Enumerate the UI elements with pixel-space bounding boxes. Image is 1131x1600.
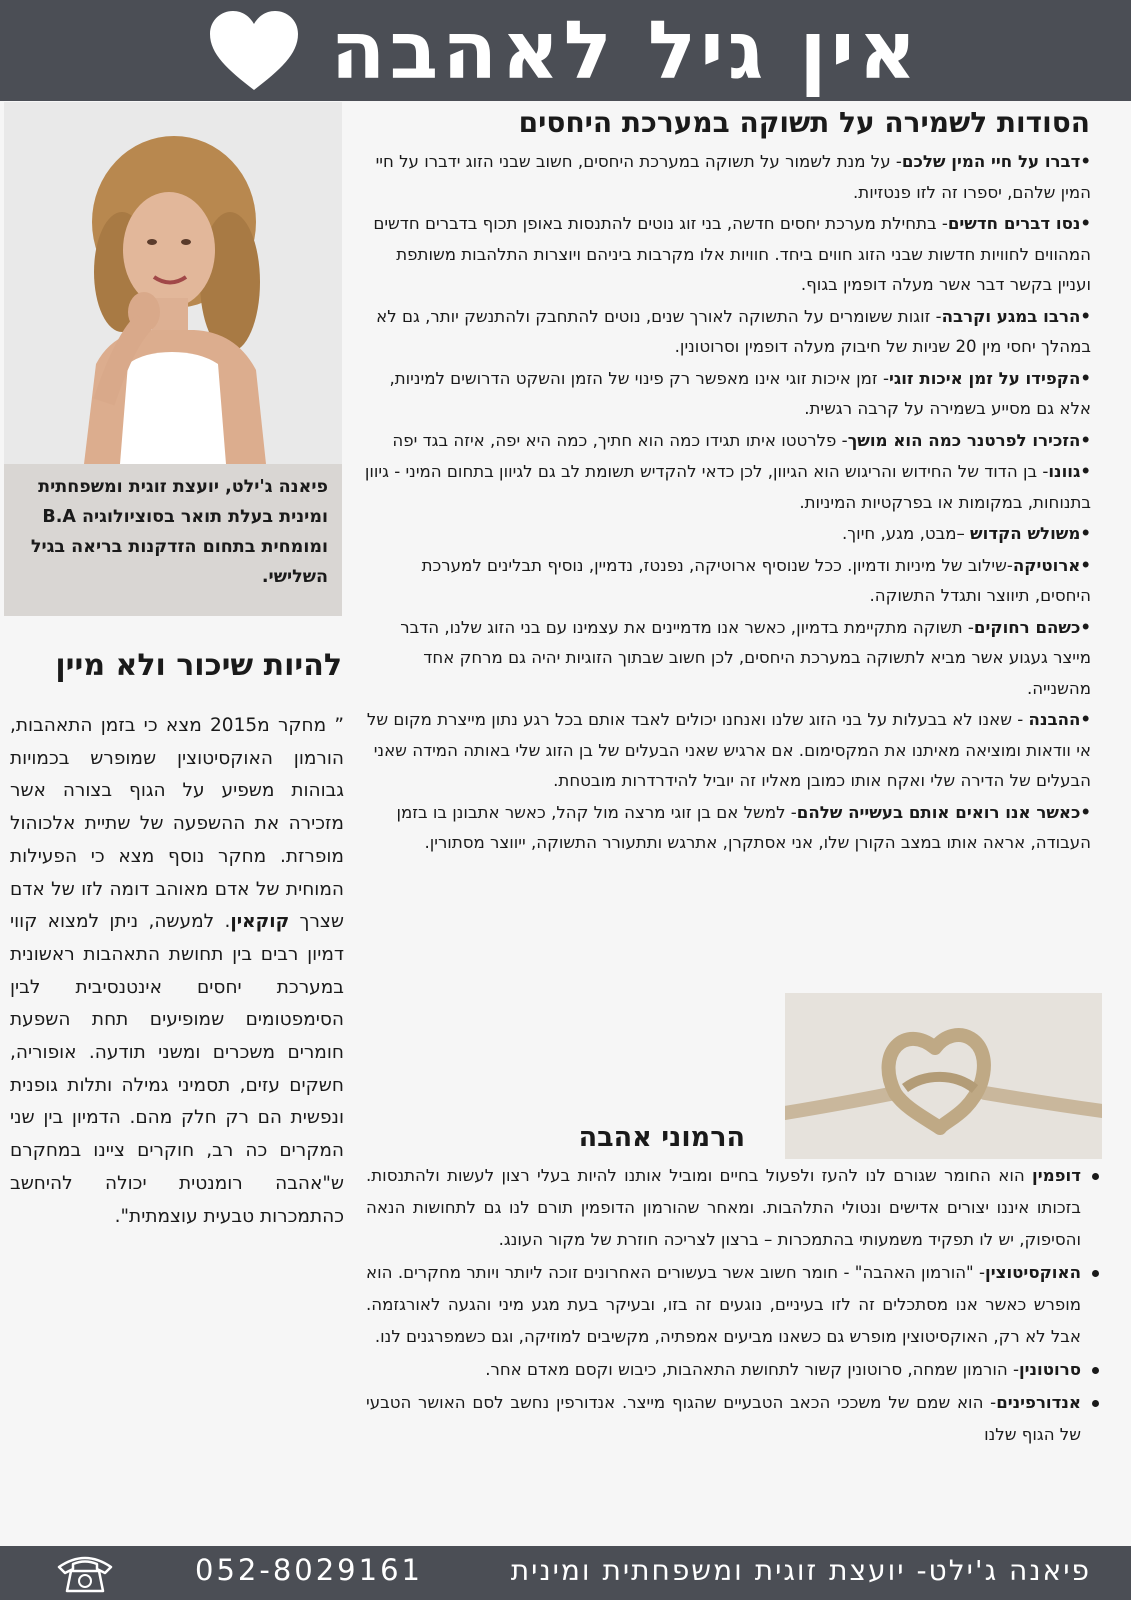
sidebar-text (10, 710, 344, 1233)
tips-list (364, 147, 1091, 860)
hormone-item (366, 1160, 1101, 1256)
tip-text: - תשוקה מתקיימת בדמיון, כאשר אנו מדמיינים את עצמינו עם בני הזוג שלנו, הדבר מייצר געגוע אשר מביא לתשוקה במערכת היחסים, לכן חשוב שבתוך הזוגיות יהיה גם מרחק אחד מהשנייה. (400, 617, 1091, 698)
heart-icon (208, 10, 300, 92)
tip-text: - בתחילת מערכת יחסים חדשה, בני זוג נוטים להתנסות באופן תכוף בדברים חדשים המהווים לחוויות חדשות שבני הזוג חווים ביחד. חוויות אלו מקרבות ביניהם ויוצרות התלהבות משותפת ועניין בקשר דבר אשר מעלה דופמין בגוף. (373, 214, 1091, 294)
tip-text: –מבט, מגע, חיוך. (841, 524, 971, 543)
tip-title: •הרבו במגע וקרבה (941, 306, 1091, 326)
tip-item (364, 613, 1091, 705)
tip-text: - פלרטטו איתו תגידו כמה הוא חתיך, כמה היא יפה, איזה בגד יפה (392, 430, 848, 450)
author-caption: פיאנה ג'ילט, יועצת זוגית ומשפחתית ומינית בעלת תואר בסוציולוגיה B.A ומומחית בתחום הזדקנות בריאה בגיל השלישי. (4, 464, 342, 616)
hormone-item (366, 1387, 1101, 1451)
hormone-text: הוא החומר שגורם לנו להעז ולפעול בחיים ומוביל אותנו להיות בעלי רצון לעשות ולהתנסות. בזכותו איננו יצורים אדישים ונטולי התלהבות. ומאחר שהורמון הדופמין תורם לנו גם לתחושות הנאה והסיפוק, יש לו תפקיד משמעותי בהתמכרות – ברצון לצריכה חוזרת של מקור העונג. (366, 1166, 1081, 1249)
hormone-title: האוקסיטוצין (985, 1263, 1081, 1282)
tip-title: •ארוטיקה (1012, 555, 1091, 575)
sidebar-heading: להיות שיכור ולא מיין (55, 648, 342, 683)
hormone-title: סרוטונין (1018, 1360, 1081, 1379)
sidebar-text-start: ” מחקר מ2015 מצא כי בזמן התאהבות, הורמון האוקסיטוצין שמופרש בכמויות גבוהות משפיע על הגוף בצורה אשר מזכירה את ההשפעה של שתיית אלכוהול מופרזת. מחקר נוסף מצא כי הפעילות המוחית של אדם מאוהב דומה לזו של אדם שצרך (10, 715, 344, 933)
heart-knot-rope-photo (785, 993, 1102, 1159)
portrait-photo (4, 102, 342, 464)
sidebar-text-bold: קוקאין (230, 911, 290, 933)
telephone-icon (55, 1551, 115, 1595)
tip-item (364, 209, 1091, 301)
tip-item (364, 798, 1091, 859)
tip-title: •גוונו (1048, 462, 1091, 481)
hormones-list (366, 1160, 1101, 1452)
hormones-heading: הרמוני אהבה (578, 1122, 745, 1153)
hormone-item (366, 1257, 1101, 1353)
tip-text: - בן הדוד של החידוש והריגוש הוא הגיוון, לכן כדאי להקדיש תשומת לב גם לגיוון בתחום המיני - גיוון בתנוחות, במקומות או בפרקטיות המיניות. (364, 462, 1091, 512)
tip-item (364, 519, 1091, 550)
hormone-text: - הורמון שמחה, סרוטונין קשור לתחושת התאהבות, כיבוש וקסם מאדם אחר. (485, 1360, 1019, 1379)
tip-title: •הקפידו על זמן איכות זוגי (888, 368, 1091, 388)
tip-title: •ההבנה (1028, 710, 1091, 729)
tip-item (364, 551, 1091, 612)
footer-text: פיאנה ג'ילט- יועצת זוגית ומשפחתית ומינית (510, 1554, 1091, 1587)
page-footer (0, 1546, 1131, 1600)
hormone-text: - הוא שמם של משככי הכאב הטבעיים שהגוף מייצר. אנדורפין נחשב לסם האושר הטבעי של הגוף שלנו (366, 1393, 1081, 1444)
tip-text: -שילוב של מיניות ודמיון. ככל שנוסיף ארוטיקה, נפנטז, נדמיין, נוסיף תבלינים למערכת היחסים, תיווצר ותגדל התשוקה. (421, 555, 1091, 605)
tip-item (364, 705, 1091, 797)
tip-title: •כשהם רחוקים (973, 617, 1091, 637)
tip-text: - שאנו לא בבעלות על בני הזוג שלנו ואנחנו יכולים לאבד אותם בכל רגע נתון מייצרת מקום של אי וודאות ומוציאה מאיתנו את המקסימום. אם ארגיש שאני הבעלים של בן הזוג שלי באותה המידה שאני הבעלים של הדירה שלי ואקח אותו כמובן מאליו זה יוביל להידרדרות מובטחת. (366, 710, 1091, 790)
tip-title: •נסו דברים חדשים (947, 214, 1091, 233)
hormone-text: - "הורמון האהבה" - חומר חשוב אשר בעשורים האחרונים זוכה ליותר ויותר מחקרים. הוא מופרש כאשר אנו מסתכלים זה לזו בעיניים, נוגעים זה בזו, ובעיקר בעת מגע מיני והגעה לאורגזמה. אבל לא רק, האוקסיטוצין מופרש גם כשאנו מביעים אמפתיה, מקשיבים למוזיקה, וגם כשמפרגנים לנו. (366, 1263, 1081, 1346)
tip-title: •הזכירו לפרטנר כמה הוא מושך (847, 430, 1091, 450)
hormone-item (366, 1354, 1101, 1386)
main-heading: הסודות לשמירה על תשוקה במערכת היחסים (518, 106, 1090, 139)
page-title: אין גיל לאהבה (330, 3, 921, 97)
sidebar-text-end: . למעשה, ניתן למצוא קווי דמיון רבים בין תחושת התאהבות ראשונית במערכת יחסים אינטנסיבית לבין הסימפטומים שמופיעים תחת השפעת חומרים משכרים ומשני תודעה. אופוריה, חשקים עזים, תסמיני גמילה ותלות גופנית ונפשית הם רק חלק מהם. הדמיון בין שני המקרים כה רב, חוקרים ציינו במחקרם ש"אהבה רומנטית יכולה להיחשב כהתמכרות טבעית עוצמתית". (10, 911, 344, 1227)
tip-text: - למשל אם בן זוגי מרצה מול קהל, כאשר אתבונן בו בזמן העבודה, אראה אותו במצב הקורן שלו, אני אסתקרן, אתרגש ותתעורר התשוקה, ייווצר מסתורין. (396, 802, 1091, 852)
tip-title: •משולש הקדוש (970, 524, 1091, 543)
footer-phone: 052-8029161 (195, 1553, 423, 1587)
tip-title: •דברו על חיי המין שלכם (901, 152, 1091, 171)
hormone-title: אנדורפינים (996, 1393, 1081, 1412)
page-header (0, 0, 1131, 101)
tip-text: - זמן איכות זוגי אינו מאפשר רק פינוי של הזמן והשקט הדרושים למיניות, אלא גם מסייע בשמירה על קרבה רגשית. (389, 368, 1091, 418)
tip-text: - זוגות ששומרים על התשוקה לאורך שנים, נוטים להתחבק ולהתנשק יותר, גם לא במהלך יחסי מין 20 שניות של חיבוק מעלה דופמין וסרוטונין. (376, 306, 1091, 356)
tip-title: •כאשר אנו רואים אותם בעשייה שלהם (796, 802, 1091, 822)
tip-item (364, 302, 1091, 363)
tip-item (364, 147, 1091, 208)
tip-item (364, 364, 1091, 425)
tip-item (364, 457, 1091, 518)
tip-item (364, 426, 1091, 457)
tip-text: - על מנת לשמור על תשוקה במערכת היחסים, חשוב שבני הזוג ידברו על חיי המין שלהם, יספרו זה לזו פנטזיות. (375, 152, 1091, 202)
hormone-title: דופמין (1032, 1166, 1081, 1185)
